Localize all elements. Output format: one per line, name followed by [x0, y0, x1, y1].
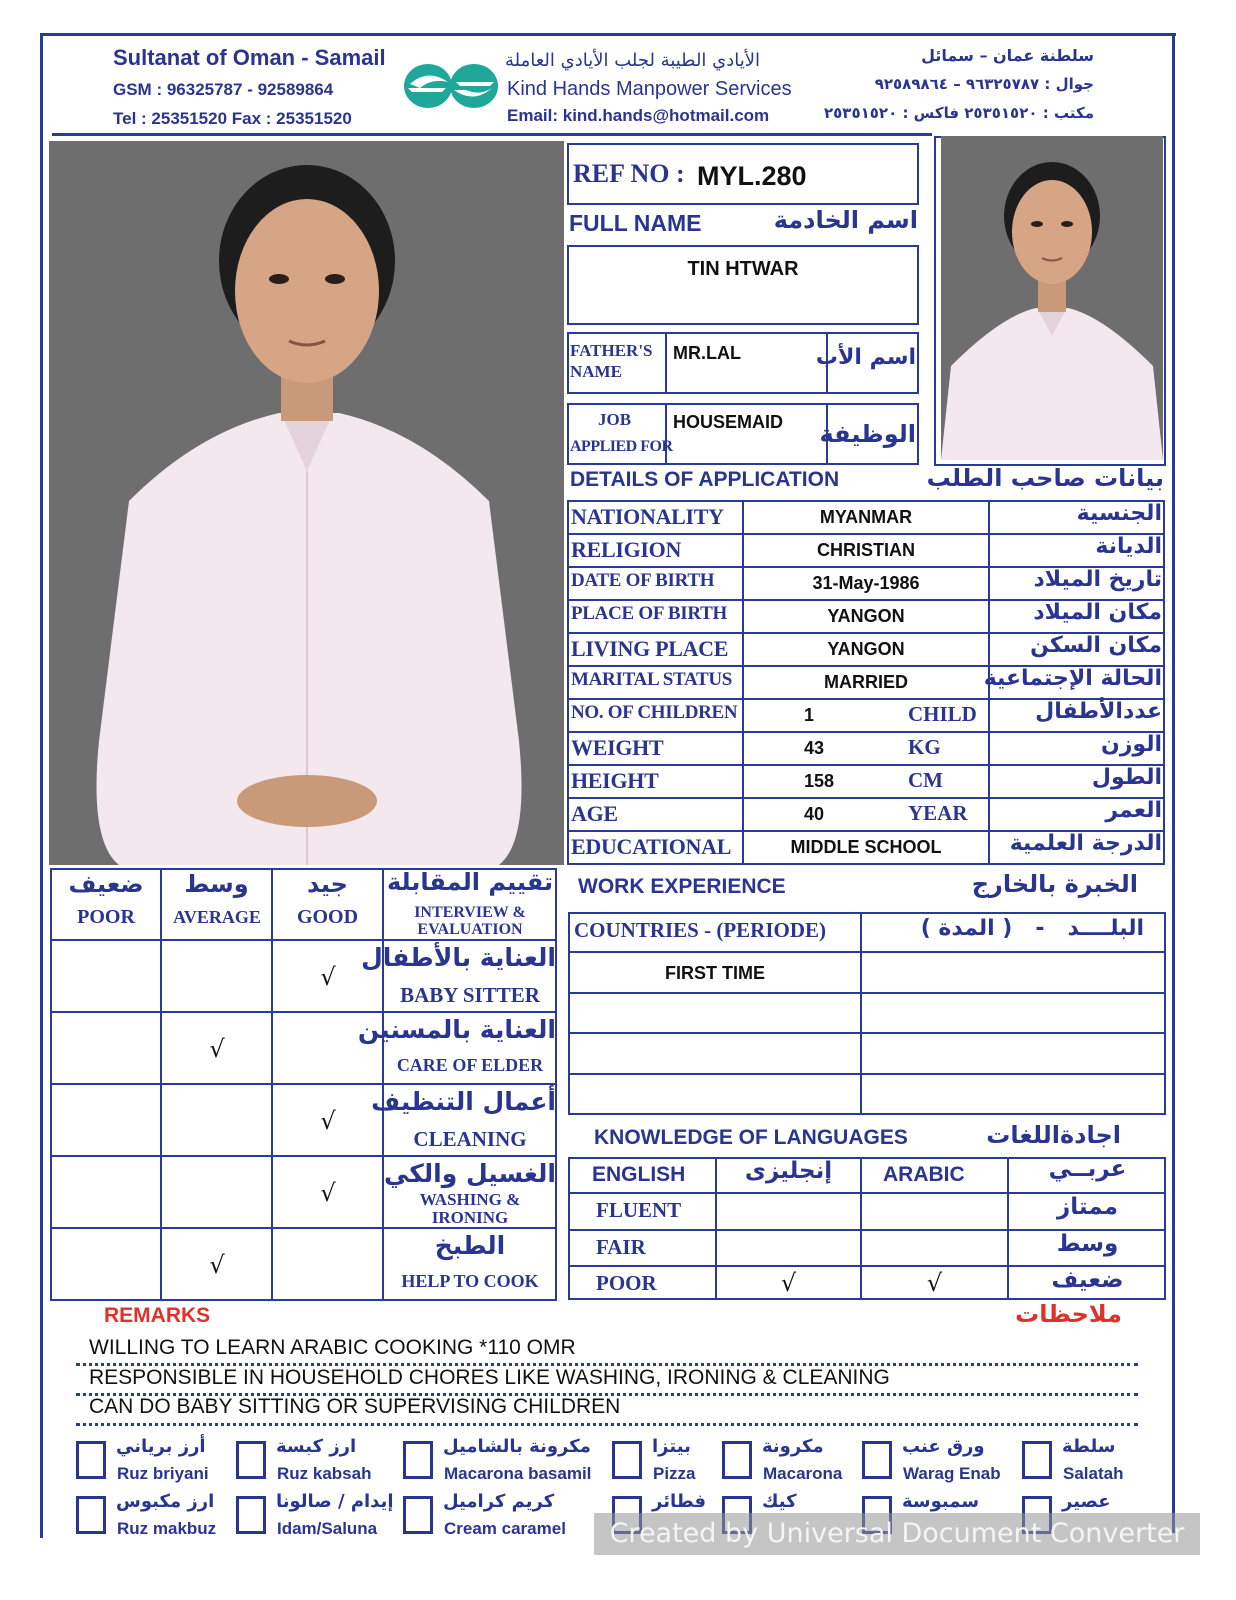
eval-skill: BABY SITTER	[400, 983, 540, 1007]
details-label-ar: تاريخ الميلاد	[1033, 567, 1162, 592]
lang-english: ENGLISH	[592, 1163, 686, 1186]
cooking-item: Warag Enab	[903, 1464, 1001, 1483]
details-label-ar: مكان الميلاد	[1033, 600, 1162, 625]
eval-interview-2: EVALUATION	[417, 921, 523, 938]
eval-check-mark: √	[320, 1179, 336, 1207]
header-company-english: Kind Hands Manpower Services	[507, 78, 792, 100]
cooking-checkbox[interactable]	[722, 1441, 752, 1479]
eval-skill: CLEANING	[413, 1127, 527, 1151]
details-label-ar: الوزن	[1100, 732, 1162, 757]
details-row-divider	[567, 731, 1165, 733]
eval-poor: POOR	[77, 906, 135, 928]
details-label-ar: مكان السكن	[1030, 633, 1162, 658]
cooking-item: Salatah	[1063, 1464, 1124, 1483]
eval-good: GOOD	[296, 906, 359, 928]
cooking-checkbox[interactable]	[403, 1441, 433, 1479]
watermark: Created by Universal Document Converter	[594, 1513, 1200, 1555]
job-label-1: JOB	[598, 410, 632, 429]
lang-arabic: ARABIC	[883, 1163, 965, 1186]
cooking-checkbox[interactable]	[236, 1441, 266, 1479]
eval-skill-ar: العناية بالمسنين	[357, 1015, 556, 1044]
eval-interview-1: INTERVIEW &	[414, 904, 526, 921]
cooking-item-ar: فطائر	[652, 1491, 707, 1512]
details-label: NATIONALITY	[571, 504, 724, 529]
details-unit: CM	[908, 768, 943, 792]
details-value: 40	[804, 804, 825, 824]
details-label-ar: عددالأطفال	[1035, 699, 1162, 724]
header-divider	[52, 133, 932, 136]
cooking-checkbox[interactable]	[1022, 1441, 1052, 1479]
cooking-item-ar: سلطة	[1062, 1436, 1116, 1457]
details-label-ar: الحالة الإجتماعية	[983, 666, 1162, 691]
ref-no-label: REF NO :	[573, 159, 685, 188]
eval-check-mark: √	[320, 963, 336, 991]
details-value: 158	[804, 771, 835, 791]
eval-skill-ar: الغسيل والكي	[383, 1159, 556, 1188]
details-label-ar: الديانة	[1095, 534, 1162, 559]
work-title-ar: الخبرة بالخارج	[971, 870, 1138, 898]
cooking-item: Cream caramel	[444, 1519, 566, 1538]
remarks-title: REMARKS	[104, 1304, 211, 1327]
father-label-1: FATHER'S	[570, 341, 653, 360]
remarks-title-ar: ملاحظات	[1015, 1300, 1122, 1328]
cooking-item: Ruz makbuz	[117, 1519, 217, 1538]
details-label: WEIGHT	[571, 735, 664, 760]
details-value: 43	[804, 738, 825, 758]
eval-interview-ar: تقييم المقابلة	[386, 868, 554, 896]
header-left-line3: Tel : 25351520 Fax : 25351520	[113, 109, 352, 128]
cooking-checkbox[interactable]	[862, 1441, 892, 1479]
lang-english-check: √	[780, 1269, 797, 1297]
frame-left	[40, 33, 43, 1538]
remark-line-2: RESPONSIBLE IN HOUSEHOLD CHORES LIKE WASHING, IRONING & CLEANING	[89, 1366, 890, 1389]
header-right-line1: سلطنة عمان – سمائل	[921, 46, 1094, 65]
cooking-item-ar: ورق عنب	[902, 1436, 985, 1457]
details-label-ar: الدرجة العلمية	[1009, 831, 1162, 856]
cooking-item: Ruz kabsah	[277, 1464, 372, 1483]
cooking-item-ar: كريم كراميل	[443, 1491, 555, 1512]
details-label: AGE	[571, 801, 618, 826]
details-value: MYANMAR	[819, 507, 913, 527]
cooking-checkbox[interactable]	[76, 1441, 106, 1479]
cooking-item-ar: عصير	[1062, 1491, 1111, 1512]
cooking-item-ar: بيتزا	[652, 1436, 691, 1457]
applicant-photo-large	[49, 141, 564, 865]
languages-title-ar: اجادةاللغات	[986, 1121, 1121, 1149]
remark-line-3: CAN DO BABY SITTING OR SUPERVISING CHILDREN	[89, 1395, 621, 1418]
lang-level-ar: وسط	[1056, 1231, 1119, 1257]
father-label-2: NAME	[570, 362, 622, 381]
full-name-label-ar: اسم الخادمة	[773, 206, 918, 234]
full-name-box	[567, 245, 919, 325]
cooking-item-ar: ارز كبسة	[276, 1436, 357, 1457]
cooking-item: Pizza	[653, 1464, 696, 1483]
work-title: WORK EXPERIENCE	[578, 875, 786, 898]
cooking-item: Macarona basamil	[444, 1464, 592, 1483]
cooking-item: Macarona	[763, 1464, 843, 1483]
details-unit: KG	[908, 735, 941, 759]
details-value: YANGON	[827, 639, 905, 659]
work-row-1: FIRST TIME	[665, 963, 765, 983]
details-label: RELIGION	[571, 537, 682, 562]
eval-skill-2: IRONING	[431, 1208, 509, 1227]
cooking-checkbox[interactable]	[236, 1496, 266, 1534]
remark-line-1: WILLING TO LEARN ARABIC COOKING *110 OMR	[89, 1336, 576, 1359]
eval-check-mark: √	[209, 1035, 225, 1063]
details-value: 31-May-1986	[812, 573, 920, 593]
details-value: YANGON	[827, 606, 905, 626]
eval-good-ar: جيد	[307, 870, 348, 898]
eval-check-mark: √	[320, 1107, 336, 1135]
eval-average-ar: وسط	[184, 870, 249, 898]
details-value: CHRISTIAN	[817, 540, 915, 560]
eval-skill: HELP TO COOK	[401, 1271, 539, 1291]
details-value: MIDDLE SCHOOL	[790, 837, 942, 857]
details-label: NO. OF CHILDREN	[571, 702, 738, 723]
eval-check-mark: √	[209, 1251, 225, 1279]
details-row-divider	[567, 797, 1165, 799]
details-label: PLACE OF BIRTH	[571, 603, 727, 624]
applicant-photo-small	[941, 136, 1163, 460]
company-logo	[402, 62, 500, 110]
details-value: MARRIED	[824, 672, 908, 692]
details-unit: YEAR	[908, 801, 968, 825]
details-label: HEIGHT	[571, 768, 659, 793]
details-label: LIVING PLACE	[571, 636, 729, 661]
cooking-item-ar: ارز مكبوس	[116, 1491, 215, 1512]
details-label-ar: الطول	[1091, 765, 1162, 790]
lang-level: FLUENT	[596, 1198, 682, 1222]
cooking-item-ar: سمبوسة	[902, 1491, 980, 1512]
eval-poor-ar: ضعيف	[68, 870, 144, 898]
header-email: Email: kind.hands@hotmail.com	[507, 106, 770, 125]
details-label-ar: العمر	[1105, 798, 1162, 823]
lang-level: POOR	[596, 1271, 657, 1295]
languages-title: KNOWLEDGE OF LANGUAGES	[594, 1126, 908, 1149]
header-left-line2: GSM : 96325787 - 92589864	[113, 80, 334, 99]
eval-skill: WASHING &	[419, 1190, 521, 1209]
cooking-item-ar: إيدام / صالونا	[276, 1491, 394, 1512]
cooking-checkbox[interactable]	[612, 1441, 642, 1479]
lang-level-ar: ضعيف	[1051, 1267, 1124, 1293]
details-unit: CHILD	[908, 702, 977, 726]
details-row-divider	[567, 764, 1165, 766]
lang-arabic-check: √	[926, 1269, 943, 1297]
cooking-item-ar: مكرونة بالشاميل	[443, 1436, 591, 1457]
job-label-ar: الوظيفة	[819, 420, 916, 448]
eval-skill: CARE OF ELDER	[396, 1055, 544, 1075]
job-value: HOUSEMAID	[673, 412, 784, 432]
cooking-item: Idam/Saluna	[277, 1519, 378, 1538]
cooking-item-ar: كيك	[762, 1491, 797, 1512]
header-company-arabic: الأيادي الطيبة لجلب الأيادي العاملة	[505, 50, 761, 71]
job-label-2: APPLIED FOR	[570, 438, 673, 455]
frame-top	[40, 33, 1176, 36]
details-label: EDUCATIONAL	[571, 834, 732, 859]
cooking-item: Ruz briyani	[117, 1464, 209, 1483]
details-label-ar: الجنسية	[1076, 501, 1162, 526]
work-col-countries: COUNTRIES - (PERIODE)	[574, 918, 827, 942]
work-col-countries-ar: البلــــد - ( المدة )	[920, 916, 1144, 941]
details-label: MARITAL STATUS	[571, 669, 733, 690]
eval-skill-ar: أعمال التنظيف	[371, 1087, 556, 1116]
lang-level: FAIR	[596, 1235, 646, 1259]
details-label: DATE OF BIRTH	[571, 570, 715, 591]
father-label-ar: اسم الأب	[815, 345, 916, 370]
ref-no-value: MYL.280	[697, 161, 807, 191]
lang-level-ar: ممتاز	[1057, 1194, 1118, 1220]
lang-arabic-ar: عربــي	[1048, 1156, 1127, 1182]
header-right-line2: جوال : ٩٦٣٢٥٧٨٧ – ٩٢٥٨٩٨٦٤	[874, 75, 1094, 93]
full-name-label: FULL NAME	[569, 210, 702, 236]
details-value: 1	[804, 705, 815, 725]
header-right-line3: مكتب : ٢٥٣٥١٥٢٠ فاكس : ٢٥٣٥١٥٢٠	[823, 104, 1094, 122]
header-left-line1: Sultanat of Oman - Samail	[113, 45, 386, 70]
cooking-item-ar: مكرونة	[762, 1436, 824, 1457]
eval-skill-ar: الطبخ	[434, 1231, 506, 1260]
lang-english-ar: إنجليزى	[744, 1158, 833, 1184]
eval-skill-ar: العناية بالأطفال	[361, 943, 556, 972]
father-value: MR.LAL	[673, 343, 741, 363]
cooking-checkbox[interactable]	[403, 1496, 433, 1534]
full-name-value: TIN HTWAR	[687, 258, 799, 280]
details-title-ar: بيانات صاحب الطلب	[926, 464, 1164, 492]
eval-average: AVERAGE	[173, 907, 261, 927]
details-title: DETAILS OF APPLICATION	[570, 468, 840, 491]
cooking-item-ar: أرز برياني	[116, 1436, 206, 1457]
frame-right	[1172, 33, 1175, 1533]
details-row-divider	[567, 533, 1165, 535]
cooking-checkbox[interactable]	[76, 1496, 106, 1534]
